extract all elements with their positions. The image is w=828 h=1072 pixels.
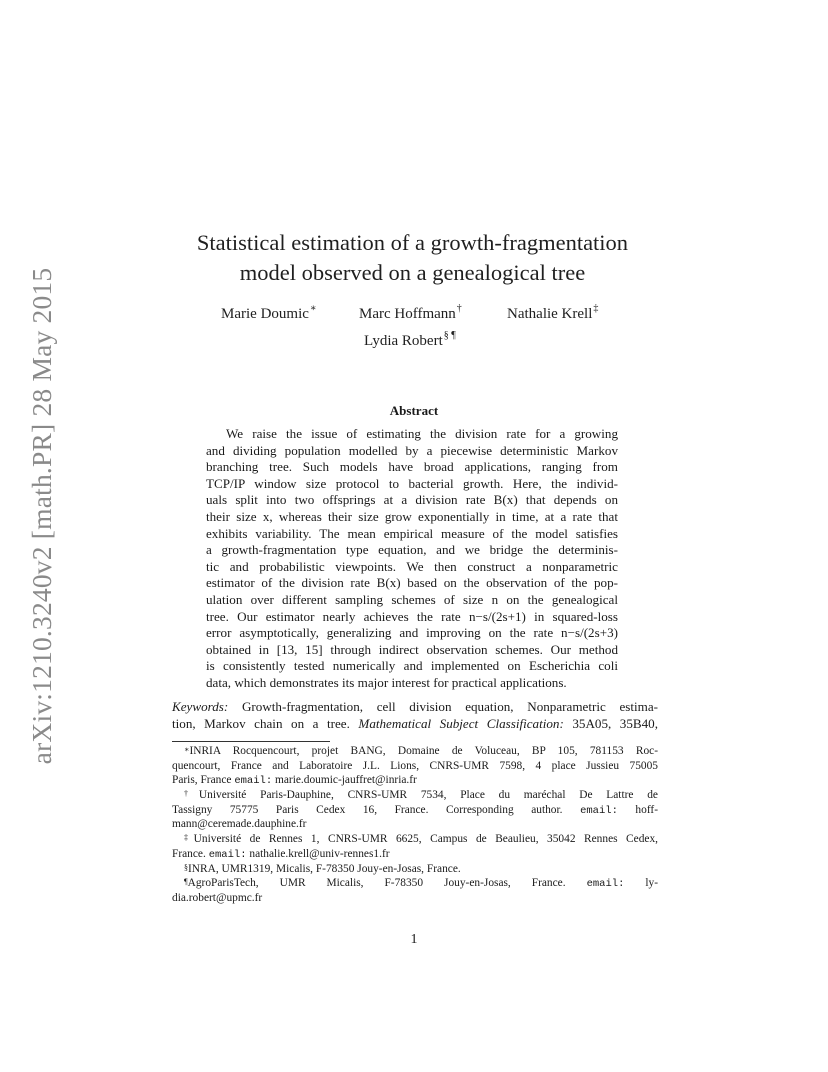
email-krell: nathalie.krell@univ-rennes1.fr xyxy=(249,847,390,860)
author-robert: Lydia Robert§ ¶ xyxy=(364,330,456,349)
author-mark: † xyxy=(456,303,462,314)
abstract-line: tic and probabilistic viewpoints. We then construct a nonparametric xyxy=(206,558,618,574)
abstract-line: data, which demonstrates its major interest for practical applications. xyxy=(206,674,567,690)
author-doumic: Marie Doumic∗ xyxy=(221,303,317,322)
arxiv-identifier: arXiv:1210.3240v2 [math.PR] 28 May 2015 xyxy=(26,267,57,765)
paper-title xyxy=(140,228,685,288)
abstract-body xyxy=(206,426,618,692)
footnote-agroparistech: ¶AgroParisTech, UMR Micalis, F-78350 Jouy-en-Josas, France. email: ly- dia.robert@upmc.fr xyxy=(172,877,658,904)
abstract-line: branching tree. Such models have broad applications, ranging from xyxy=(206,459,618,475)
author-mark: ∗ xyxy=(309,303,317,314)
footnotes xyxy=(172,744,658,906)
abstract-line: We raise the issue of estimating the division rate for a growing xyxy=(226,426,618,441)
title-line-1: Statistical estimation of a growth-fragmentation xyxy=(196,230,629,255)
author-mark: ‡ xyxy=(593,303,599,314)
author-krell: Nathalie Krell‡ xyxy=(507,303,599,322)
abstract-line: and dividing population modelled by a piecewise deterministic Markov xyxy=(206,442,618,458)
page-number: 1 xyxy=(410,932,418,947)
abstract-line: a growth-fragmentation type equation, and we bridge the determinis- xyxy=(206,542,618,558)
keywords-line-1: Keywords: Growth-fragmentation, cell division equation, Nonparametric estima- xyxy=(172,699,659,714)
abstract-heading: Abstract xyxy=(389,403,439,418)
msc-label: Mathematical Subject Classification: xyxy=(358,716,564,731)
keywords-label: Keywords: xyxy=(172,699,229,714)
email-robert: dia.robert@upmc.fr xyxy=(172,891,263,904)
keywords-block xyxy=(172,698,658,732)
abstract-line-citation: obtained in [13, 15] through indirect observation schemes. Our method xyxy=(206,641,618,657)
abstract-line: estimator of the division rate B(x) based on the observation of the pop- xyxy=(206,575,618,591)
keywords-line-2: tion, Markov chain on a tree. Mathematical Subject Classification: 35A05, 35B40, xyxy=(172,716,658,731)
footnote-inria: ∗INRIA Rocquencourt, projet BANG, Domaine de Voluceau, BP 105, 781153 Roc- quencourt, France and Laboratoire J.L. Lions, CNRS-UMR 7598, 4 place Jussieu 75005 Paris, France email: marie.doumic-jauffret@inria.fr xyxy=(172,745,658,788)
author-hoffmann: Marc Hoffmann† xyxy=(359,303,462,322)
abstract-line: uals split into two offsprings at a division rate B(x) that depends on xyxy=(206,492,618,508)
abstract-line: error asymptotically, generalizing and improving on the rate n−s/(2s+3) xyxy=(206,625,618,641)
abstract-line: tree. Our estimator nearly achieves the rate n−s/(2s+1) in squared-loss xyxy=(206,608,618,624)
abstract-line: their size x, whereas their size grow exponentially in time, at a rate that xyxy=(206,508,618,524)
author-mark: § ¶ xyxy=(443,330,456,341)
email-hoffmann: mann@ceremade.dauphine.fr xyxy=(172,818,307,831)
arxiv-sidebar xyxy=(0,0,70,1072)
footnote-inra: §INRA, UMR1319, Micalis, F-78350 Jouy-en-Josas, France. xyxy=(184,862,461,875)
footnote-rennes: ‡Université de Rennes 1, CNRS-UMR 6625, Campus de Beaulieu, 35042 Rennes Cedex, France. email: nathalie.krell@univ-rennes1.fr xyxy=(172,833,659,861)
abstract-line: TCP/IP window size protocol to bacterial growth. Here, the individ- xyxy=(206,475,618,491)
footnote-dauphine: †Université Paris-Dauphine, CNRS-UMR 7534, Place du maréchal De Lattre de Tassigny 75775 Paris Cedex 16, France. Corresponding author. email: hoff- mann@ceremade.dauphine.fr xyxy=(172,789,658,831)
email-doumic: marie.doumic-jauffret@inria.fr xyxy=(275,774,417,787)
title-line-2: model observed on a genealogical tree xyxy=(239,260,586,285)
abstract-line: is consistently tested numerically and implemented on Escherichia coli xyxy=(206,658,618,674)
abstract-line: exhibits variability. The mean empirical measure of the model satisfies xyxy=(206,525,618,541)
footnote-rule xyxy=(172,741,330,742)
abstract-line: ulation over different sampling schemes of size n on the genealogical xyxy=(206,591,618,607)
